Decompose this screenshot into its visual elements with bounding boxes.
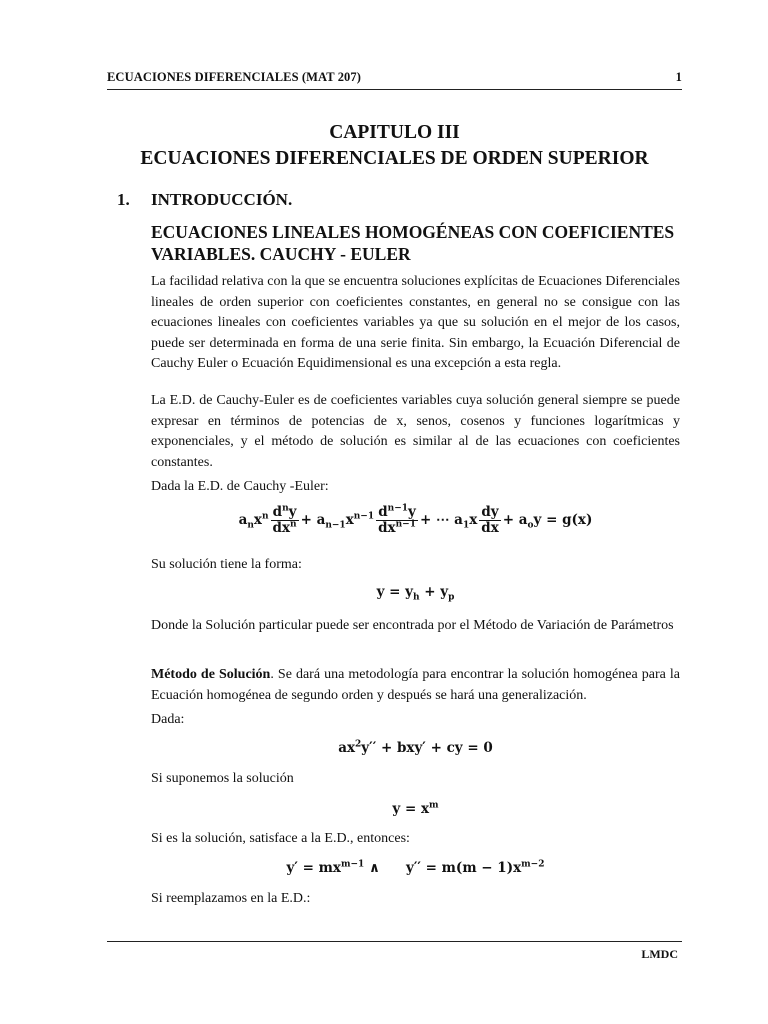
header-title: ECUACIONES DIFERENCIALES (MAT 207) [107, 70, 362, 84]
paragraph-cauchy-euler: La E.D. de Cauchy-Euler es de coeficientes variables cuya solución general siempre se puede expresar en términos de potencias de x, senos, cosenos y funciones logarítmicas y exponenciales, y el método de solución es similar al de las ecuaciones con coeficientes constantes. [151, 393, 680, 470]
chapter-title: ECUACIONES DIFERENCIALES DE ORDEN SUPERIOR [140, 148, 649, 169]
section-subtitle: ECUACIONES LINEALES HOMOGÉNEAS CON COEFICIENTES VARIABLES. CAUCHY - EULER [151, 222, 675, 264]
chapter-label: CAPITULO III [329, 122, 460, 143]
section-number: 1. [117, 190, 130, 209]
method-label: Método de Solución [151, 667, 271, 682]
paragraph-method [151, 665, 680, 706]
paragraph-particular: Donde la Solución particular puede ser encontrada por el Método de Variación de Parámetros [151, 618, 674, 633]
page-number: 1 [675, 70, 682, 84]
equation-trial-solution: $y = x^m$ [392, 800, 439, 817]
paragraph-intro: La facilidad relativa con la que se encuentra soluciones explícitas de Ecuaciones Diferenciales lineales de orden superior con coeficientes constantes, en general no se consigue con las ecuaciones lineales con coeficientes variables ya que su solución en el mejor de los casos, puede ser determinada en forma de una serie finita. Sin embargo, la Ecuación Diferencial de Cauchy Euler o Ecuación Equidimensional es una excepción a esta regla. [151, 274, 680, 372]
paragraph-solution-form: Su solución tiene la forma: [151, 557, 302, 572]
paragraph-given: Dada la E.D. de Cauchy -Euler: [151, 479, 329, 494]
equation-derivatives: $y' = mx^{m-1}$ ∧ $y'' = m(m - 1)x^{m-2}$ [286, 859, 545, 876]
section-title: INTRODUCCIÓN. [151, 190, 293, 209]
paragraph-replace: Si reemplazamos en la E.D.: [151, 891, 311, 906]
paragraph-suppose: Si suponemos la solución [151, 771, 294, 786]
paragraph-given-2: Dada: [151, 712, 185, 727]
equation-second-order: $ax^2y'' + bxy'$ + cy = 0 [338, 739, 493, 756]
paragraph-satisfies: Si es la solución, satisface a la E.D., entonces: [151, 831, 410, 846]
footer-text: LMDC [641, 947, 678, 961]
equation-cauchy-euler: $a_nx^n$ $\frac{d^ny}{dx^n}$ + $a_{n-1}x^{n-1}$ $\frac{d^{n-1}y}{dx^{n-1}}$ + ⋯ $a_1x$ $\frac{dy}{dx}$ + $a_oy = g(x)$ [238, 503, 593, 536]
header-rule [107, 89, 682, 90]
equation-general-solution: $y = y_h + y_p$ [376, 584, 455, 603]
method-text: . Se dará una metodología para encontrar la solución homogénea para la Ecuación homogénea de segundo orden y después se hará una generalización. [151, 667, 680, 703]
footer-rule [107, 941, 682, 942]
page-header [107, 70, 682, 85]
